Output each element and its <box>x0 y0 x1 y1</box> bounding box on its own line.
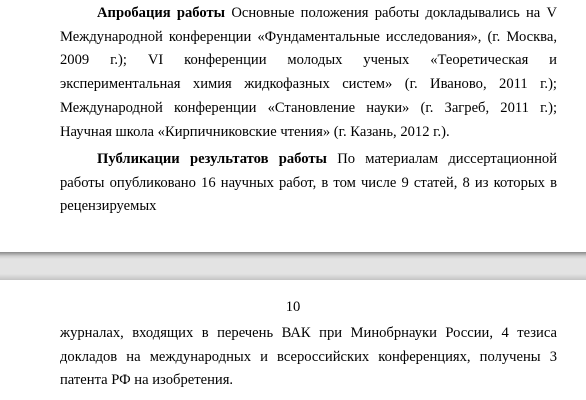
page-separator-shadow-top <box>0 252 586 259</box>
publications-paragraph <box>60 148 557 219</box>
publications-heading: Публикации результатов работы <box>97 151 327 167</box>
publications-text: По материалам диссертационной работы опубликовано 16 научных работ, в том числе 9 статей, 8 из которых в рецензируемых <box>60 151 558 215</box>
approbation-text: Основные положения работы докладывались на V Международной конференции «Фундаментальные исследования», (г. Москва, 2009 г.); VI конференции молодых ученых «Теоретическая и экспериментальная химия жидкофазных систем» (г. Иваново, 2011 г.); Международной конференции «Становление науки» (г. Загреб, 2011 г.); Научная школа «Кирпичниковские чтения» (г. Казань, 2012 г.). <box>60 5 557 140</box>
approbation-heading: Апробация работы <box>97 5 226 21</box>
continuation-paragraph: журналах, входящих в перечень ВАК при Минобрнауки России, 4 тезиса докладов на международных и всероссийских конференциях, получены 3 патента РФ на изобретения. <box>60 325 557 389</box>
approbation-paragraph <box>60 2 557 144</box>
page-number: 10 <box>285 299 301 315</box>
